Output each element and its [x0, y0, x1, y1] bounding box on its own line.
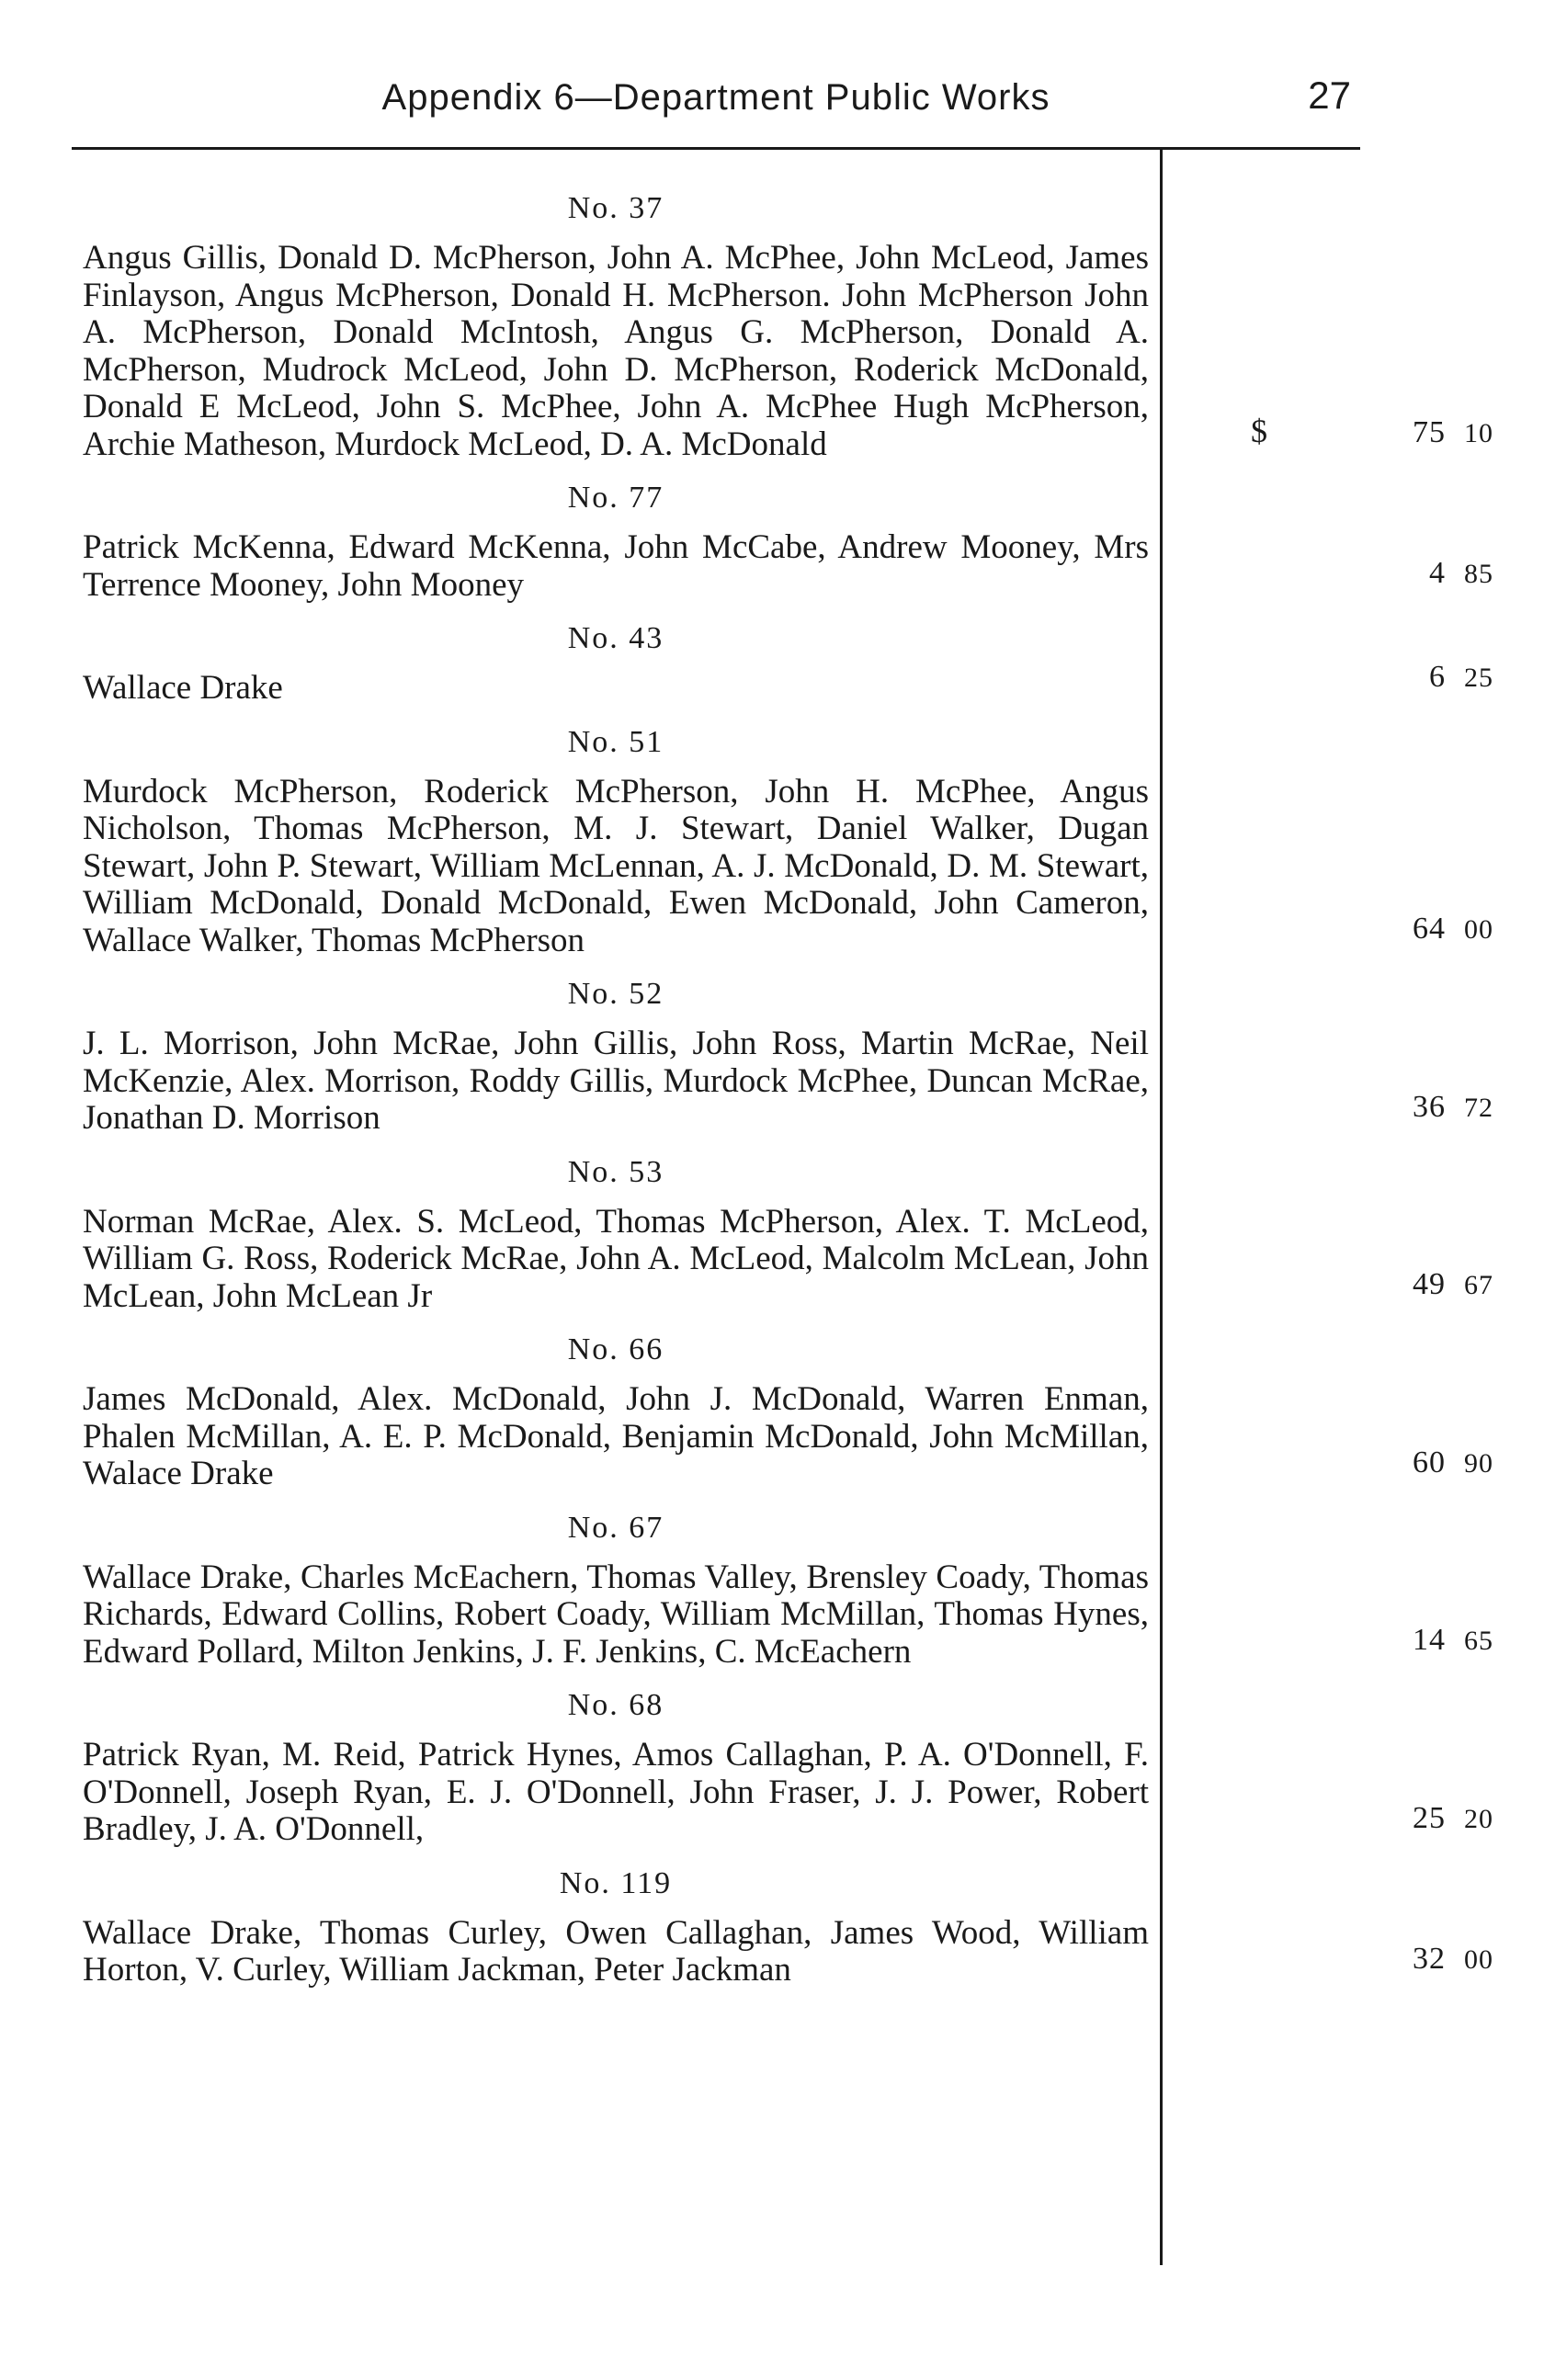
entry-number: No. 67 [567, 1510, 664, 1545]
amount-dollars: 4 [1429, 556, 1446, 590]
entry [83, 1152, 1493, 1316]
entry-names: Wallace Drake, Thomas Curley, Owen Callaghan, James Wood, William Horton, V. Curley, William Jackman, Peter Jackman [83, 1913, 1149, 1989]
amount-dollars: 64 [1413, 912, 1446, 946]
entry [83, 478, 1493, 604]
entry [83, 974, 1493, 1138]
entries-list [83, 188, 1493, 2004]
entry-names: James McDonald, Alex. McDonald, John J. McDonald, Warren Enman, Phalen McMillan, A. E. P. McDonald, Benjamin McDonald, John McMillan, Walace Drake [83, 1380, 1149, 1492]
entry-amount [1209, 556, 1512, 591]
entry-number: No. 77 [567, 481, 664, 515]
entry-names: Wallace Drake, Charles McEachern, Thomas Valley, Brensley Coady, Thomas Richards, Edward Collins, Robert Coady, William McMillan, Thomas Hynes, Edward Pollard, Milton Jenkins, J. F. Jenkins, C. McEachern [83, 1558, 1149, 1671]
page-number: 27 [1308, 74, 1351, 117]
amount-cents: 25 [1464, 662, 1493, 693]
amount-cents: 10 [1464, 418, 1493, 448]
entry [83, 618, 1493, 708]
amount-currency: $ [1251, 413, 1268, 449]
running-header [72, 64, 1360, 150]
entry-number: No. 51 [567, 724, 664, 759]
entry-amount [1209, 415, 1512, 450]
entry-amount [1209, 1090, 1512, 1125]
entry-names: J. L. Morrison, John McRae, John Gillis, John Ross, Martin McRae, Neil McKenzie, Alex. Morrison, Roddy Gillis, Murdock McPhee, Duncan McRae, Jonathan D. Morrison [83, 1025, 1149, 1137]
header-title: Appendix 6—Department Public Works [381, 77, 1050, 118]
amount-dollars: 49 [1413, 1267, 1446, 1301]
entry [83, 188, 1493, 463]
amount-dollars: 25 [1413, 1800, 1446, 1835]
entry [83, 1864, 1493, 1989]
entry-number: No. 119 [559, 1865, 673, 1900]
amount-cents: 65 [1464, 1626, 1493, 1656]
entry-amount [1209, 1267, 1512, 1302]
entry-amount [1209, 1942, 1512, 1977]
entry-names: Angus Gillis, Donald D. McPherson, John A. McPhee, John McLeod, James Finlayson, Angus McPherson, Donald H. McPherson. John McPherson John A. McPherson, Donald McIntosh, Angus G. McPherson, Donald A. McPherson, Mudrock McLeod, John D. McPherson, Roderick McDonald, Donald E McLeod, John S. McPhee, John A. McPhee Hugh McPherson, Archie Matheson, Murdock McLeod, D. A. McDonald [83, 239, 1149, 463]
entry [83, 1508, 1493, 1672]
amount-dollars: 14 [1413, 1623, 1446, 1657]
entry-number: No. 68 [567, 1688, 664, 1722]
entry-names: Murdock McPherson, Roderick McPherson, John H. McPhee, Angus Nicholson, Thomas McPherson, M. J. Stewart, Daniel Walker, Dugan Stewart, John P. Stewart, William McLennan, A. J. McDonald, D. M. Stewart, William McDonald, Donald McDonald, Ewen McDonald, John Cameron, Wallace Walker, Thomas McPherson [83, 772, 1149, 959]
amount-cents: 00 [1464, 914, 1493, 945]
amount-cents: 85 [1464, 559, 1493, 589]
amount-cents: 00 [1464, 1944, 1493, 1975]
amount-dollars: 36 [1413, 1089, 1446, 1124]
amount-cents: 72 [1464, 1092, 1493, 1123]
entry-names: Norman McRae, Alex. S. McLeod, Thomas McPherson, Alex. T. McLeod, William G. Ross, Roderick McRae, John A. McLeod, Malcolm McLean, John McLean, John McLean Jr [83, 1202, 1149, 1315]
amount-dollars: 32 [1413, 1941, 1446, 1976]
entry [83, 1330, 1493, 1493]
entry-number: No. 66 [567, 1332, 664, 1366]
entry-number: No. 53 [567, 1154, 664, 1189]
entry-names: Patrick Ryan, M. Reid, Patrick Hynes, Amos Callaghan, P. A. O'Donnell, F. O'Donnell, Joseph Ryan, E. J. O'Donnell, John Fraser, J. J. Power, Robert Bradley, J. A. O'Donnell, [83, 1736, 1149, 1848]
entry-amount [1209, 912, 1512, 946]
entry-amount [1209, 660, 1512, 695]
amount-dollars: 75 [1413, 415, 1446, 449]
entry-names: Patrick McKenna, Edward McKenna, John McCabe, Andrew Mooney, Mrs Terrence Mooney, John Mooney [83, 528, 1149, 604]
entry-amount [1209, 1801, 1512, 1836]
amount-column-rule [1160, 147, 1163, 2265]
entry-amount [1209, 1445, 1512, 1480]
entry [83, 1685, 1493, 1849]
amount-cents: 20 [1464, 1803, 1493, 1834]
entry-names: Wallace Drake [83, 669, 283, 707]
entry-amount [1209, 1623, 1512, 1658]
entry-number: No. 52 [567, 977, 664, 1011]
amount-cents: 90 [1464, 1447, 1493, 1479]
entry-number: No. 37 [567, 191, 664, 225]
amount-dollars: 6 [1429, 659, 1446, 694]
amount-cents: 67 [1464, 1270, 1493, 1300]
entry-number: No. 43 [567, 621, 664, 655]
amount-dollars: 60 [1413, 1445, 1446, 1479]
entry [83, 722, 1493, 960]
